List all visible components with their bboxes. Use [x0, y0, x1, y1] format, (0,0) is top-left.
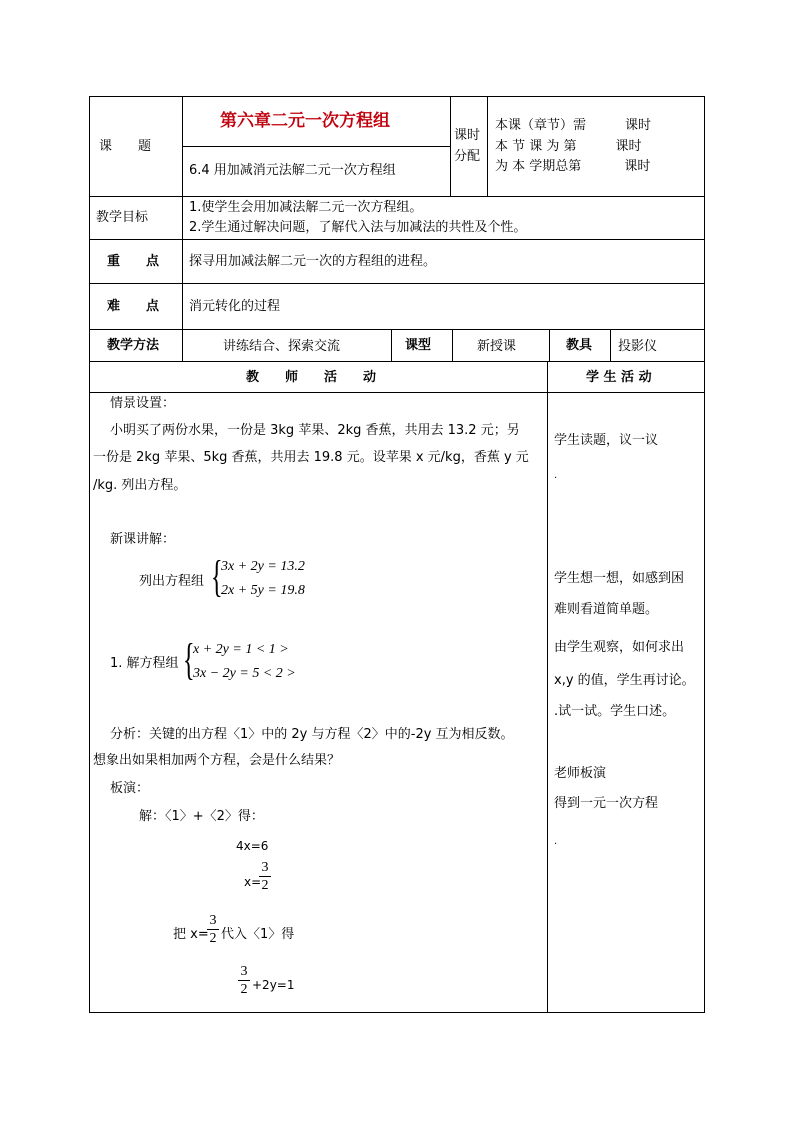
type-label: 课型 [405, 338, 432, 353]
col-divider [452, 329, 453, 361]
fraction-three-halves [238, 964, 250, 997]
fraction-numerator: 3 [240, 964, 248, 979]
key-point-text: 探寻用加减法解二元一次的方程组的进程。 [189, 254, 437, 269]
difficulty-text: 消元转化的过程 [189, 299, 281, 314]
system1-eq1: 3x + 2y = 13.2 [221, 559, 305, 574]
new-lesson-heading: 新课讲解： [110, 532, 176, 547]
lesson-plan-table [89, 96, 705, 1013]
system2-eq2: 3x − 2y = 5 < 2 > [193, 666, 296, 681]
list-equations-label: 列出方程组 [139, 574, 205, 589]
goal-line-2: 2.学生通过解决问题，了解代入法与加减法的共性及个性。 [189, 220, 527, 235]
system1-eq2: 2x + 5y = 19.8 [221, 583, 305, 598]
step-x-label: x= [244, 875, 262, 889]
substitute-pre: 把 x= [173, 927, 209, 942]
problem-line-2: 一份是 2kg 苹果、5kg 香蕉，共用去 19.8 元。设苹果 x 元/kg，香蕉 y 元 [93, 450, 529, 465]
student-note-1: 学生读题，议一议 [554, 433, 659, 448]
student-note-3a: 由学生观察，如何求出 [554, 640, 685, 655]
solve-system-label: 1. 解方程组 [110, 656, 179, 671]
board-heading: 板演： [110, 781, 150, 796]
teacher-column-header: 教 师 活 动 [246, 370, 377, 385]
col-divider [391, 329, 392, 361]
label-keti: 课 题 [99, 139, 152, 154]
tool-label: 教具 [566, 338, 593, 353]
fraction-three-halves [207, 913, 219, 946]
step-4x: 4x=6 [236, 839, 269, 853]
method-value: 讲练结合、探索交流 [223, 339, 341, 354]
fraction-denominator: 2 [261, 878, 269, 893]
student-note-3b: x,y 的值，学生再讨论。 [554, 673, 695, 688]
row-divider [89, 361, 705, 362]
col-divider [487, 96, 488, 196]
fraction-numerator: 3 [261, 860, 269, 875]
col-divider [450, 96, 451, 196]
type-value: 新授课 [477, 339, 517, 354]
col-divider [182, 96, 183, 329]
difficulty-label: 难 点 [107, 299, 160, 314]
col-divider [549, 329, 550, 361]
row-divider [89, 392, 705, 393]
alloc-line-2: 本 节 课 为 第 课时 [495, 139, 642, 154]
chapter-title: 第六章二元一次方程组 [220, 111, 390, 131]
student-dot: . [554, 470, 558, 481]
equation-brace: { [183, 635, 195, 684]
equation-brace: { [211, 552, 223, 601]
goals-label: 教学目标 [96, 210, 149, 225]
tool-value: 投影仪 [618, 339, 658, 354]
solution-line: 解：〈1〉+〈2〉得： [139, 809, 264, 824]
student-note-2b: 难则看道简单题。 [554, 602, 659, 617]
alloc-line-1: 本课（章节）需 课时 [495, 118, 652, 133]
key-point-label: 重 点 [107, 254, 160, 269]
col-divider [610, 329, 611, 361]
fraction-numerator: 3 [209, 913, 217, 928]
student-column-header: 学 生 活 动 [586, 370, 652, 385]
section-title: 6.4 用加减消元法解二元一次方程组 [189, 163, 396, 178]
analysis-line-1: 分析：关键的出方程〈1〉中的 2y 与方程〈2〉中的-2y 互为相反数。 [110, 727, 514, 742]
student-dot: . [554, 836, 558, 847]
problem-line-1: 小明买了两份水果，一份是 3kg 苹果、2kg 香蕉，共用去 13.2 元；另 [110, 423, 520, 438]
student-note-4b: 得到一元一次方程 [554, 796, 659, 811]
problem-line-3: /kg. 列出方程。 [93, 478, 187, 493]
keshi-label-2: 分配 [454, 149, 481, 164]
goal-line-1: 1.使学生会用加减法解二元一次方程组。 [189, 200, 423, 215]
fraction-denominator: 2 [209, 931, 217, 946]
substitute-post: 代入〈1〉得 [221, 927, 295, 942]
student-note-3c: .试一试。学生口述。 [554, 704, 676, 719]
intro-heading: 情景设置： [110, 396, 176, 411]
student-note-4a: 老师板演 [554, 766, 607, 781]
system2-eq1: x + 2y = 1 < 1 > [193, 642, 289, 657]
last-step-tail: +2y=1 [252, 978, 295, 992]
keshi-label-1: 课时 [454, 128, 481, 143]
col-divider [547, 361, 548, 1013]
student-note-2a: 学生想一想，如感到困 [554, 571, 685, 586]
col-divider [182, 329, 183, 361]
method-label: 教学方法 [107, 338, 160, 353]
analysis-line-2: 想象出如果相加两个方程，会是什么结果？ [93, 753, 341, 768]
fraction-three-halves [259, 860, 271, 893]
row-divider [182, 146, 450, 147]
fraction-denominator: 2 [240, 982, 248, 997]
alloc-line-3: 为 本 学期总第 课时 [495, 159, 651, 174]
